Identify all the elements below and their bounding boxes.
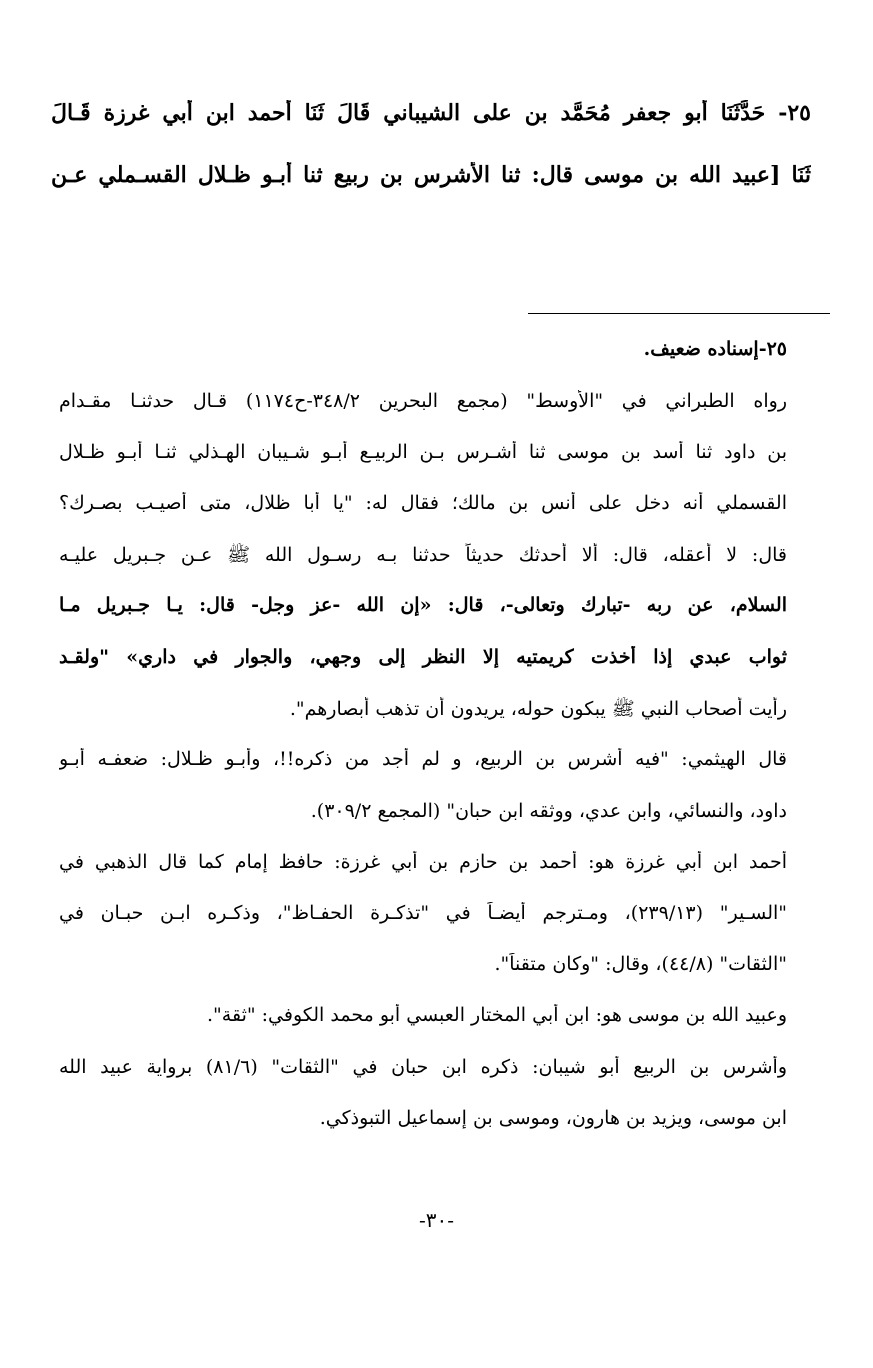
footnote-line: قال الهيثمي: "فيه أشرس بن الربيع، و لم أجد من ذكره!!، وأبـو ظـلال: ضعفـه أبـو — [59, 748, 787, 770]
main-text-line-2: ثَنَا [عبيد الله بن موسى قال: ثنا الأشرس بن ربيع ثنا أبـو ظـلال القسـملي عـن — [51, 162, 811, 188]
footnote-line: ثواب عبدي إذا أخذت كريمتيه إلا النظر إلى وجهي، والجوار في داري» "ولقـد — [59, 646, 787, 668]
footnote-heading: ٢٥-إسناده ضعيف. — [643, 338, 787, 360]
footnote-line: "الثقات" (٤٤/٨)، وقال: "وكان متقناً". — [494, 953, 787, 975]
footnote-line: السلام، عن ربه -تبارك وتعالى-، قال: «إن الله -عز وجل- قال: يـا جـبريل مـا — [59, 594, 787, 616]
footnote-line: رواه الطبراني في "الأوسط" (مجمع البحرين ٣٤٨/٢-ح١١٧٤) قـال حدثنـا مقـدام — [59, 390, 787, 412]
footnote-line: بن داود ثنا أسد بن موسى ثنا أشـرس بـن الربيـع أبـو شـيبان الهـذلي ثنـا أبـو ظـلال — [59, 441, 787, 463]
footnote-line: وأشرس بن الربيع أبو شيبان: ذكره ابن حبان في "الثقات" (٨١/٦) برواية عبيد الله — [59, 1056, 787, 1078]
footnote-line: القسملي أنه دخل على أنس بن مالك؛ فقال له: "يا أبا ظلال، متى أصيـب بصـرك؟ — [59, 492, 787, 514]
footnote-line: داود، والنسائي، وابن عدي، ووثقه ابن حبان" (المجمع ٣٠٩/٢). — [310, 800, 787, 822]
footnote-separator — [528, 313, 830, 314]
page-number: -٣٠- — [418, 1208, 454, 1232]
main-text-line-1: ٢٥- حَدَّثَنَا أَبو جعفر مُحَمَّد بن على الشيباني قَالَ ثَنَا أَحمد ابن أبي غرزة قَـالَ — [51, 100, 811, 126]
footnote-line: "السـير" (٢٣٩/١٣)، ومـترجم أيضـاً في "تذكـرة الحفـاظ"، وذكـره ابـن حبـان في — [59, 902, 787, 924]
footnote-line: وعبيد الله بن موسى هو: ابن أبي المختار العبسي أبو محمد الكوفي: "ثقة". — [207, 1004, 787, 1026]
footnote-line: ابن موسى، ويزيد بن هارون، وموسى بن إسماعيل التبوذكي. — [319, 1107, 787, 1129]
footnote-line: قال: لا أعقله، قال: ألا أحدثك حديثاً حدثنا بـه رسـول الله ﷺ عـن جـبريل عليـه — [59, 544, 787, 566]
footnote-line: رأيت أصحاب النبي ﷺ يبكون حوله، يريدون أن تذهب أبصارهم". — [289, 698, 787, 720]
footnote-line: أحمد ابن أبي غرزة هو: أحمد بن حازم بن أبي غرزة: حافظ إمام كما قال الذهبي في — [59, 851, 787, 873]
